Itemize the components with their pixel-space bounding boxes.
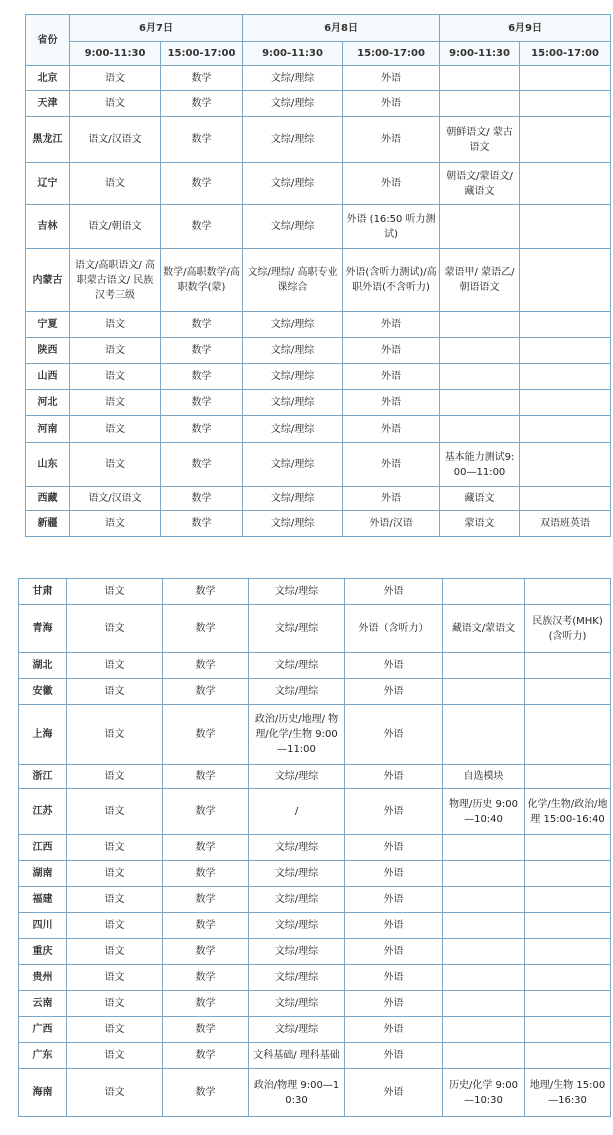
subject-cell: 数学 xyxy=(161,487,243,511)
subject-cell xyxy=(443,965,525,991)
subject-cell xyxy=(525,1043,611,1069)
table-row xyxy=(19,679,611,705)
subject-cell: 文综/理综 xyxy=(243,443,343,487)
subject-cell: 外语 xyxy=(345,765,443,789)
subject-cell: 外语 xyxy=(343,312,440,338)
subject-cell: 外语（含听力） xyxy=(345,605,443,653)
subject-cell: 外语 xyxy=(345,939,443,965)
subject-cell: 文综/理综 xyxy=(243,487,343,511)
subject-cell xyxy=(440,312,520,338)
subject-cell: 数学 xyxy=(161,416,243,443)
subject-cell: 文综/理综 xyxy=(249,861,345,887)
subject-cell xyxy=(443,1017,525,1043)
subject-cell: 外语 xyxy=(345,991,443,1017)
exam-schedule-table-part-1 xyxy=(25,14,611,537)
exam-schedule-table-part-2 xyxy=(18,578,611,1117)
subject-cell: 数学 xyxy=(163,605,249,653)
subject-cell: 外语 xyxy=(343,443,440,487)
province-cell: 湖北 xyxy=(19,653,67,679)
subject-cell xyxy=(440,416,520,443)
subject-cell xyxy=(525,913,611,939)
subject-cell: 外语/汉语 xyxy=(343,511,440,537)
subject-cell xyxy=(443,1043,525,1069)
subject-cell: 外语 (16:50 听力测试) xyxy=(343,205,440,249)
subject-cell xyxy=(520,66,611,91)
subject-cell xyxy=(525,835,611,861)
time-header: 9:00-11:30 xyxy=(70,42,161,66)
subject-cell xyxy=(525,679,611,705)
subject-cell: 数学 xyxy=(161,364,243,390)
province-cell: 新疆 xyxy=(26,511,70,537)
time-header: 15:00-17:00 xyxy=(161,42,243,66)
subject-cell: 数学 xyxy=(161,390,243,416)
province-cell: 四川 xyxy=(19,913,67,939)
subject-cell: 语文 xyxy=(70,443,161,487)
province-cell: 甘肃 xyxy=(19,579,67,605)
subject-cell: 朝语文/蒙语文/藏语文 xyxy=(440,163,520,205)
subject-cell xyxy=(525,579,611,605)
subject-cell: 外语 xyxy=(343,416,440,443)
subject-cell: 数学 xyxy=(161,117,243,163)
province-cell: 重庆 xyxy=(19,939,67,965)
province-cell: 青海 xyxy=(19,605,67,653)
table-row xyxy=(19,991,611,1017)
subject-cell: 语文 xyxy=(67,1069,163,1117)
table-row xyxy=(26,117,611,163)
subject-cell: 蒙语文 xyxy=(440,511,520,537)
subject-cell xyxy=(443,835,525,861)
subject-cell: 语文 xyxy=(67,835,163,861)
subject-cell xyxy=(440,66,520,91)
subject-cell xyxy=(443,705,525,765)
table-row xyxy=(26,66,611,91)
subject-cell: 数学 xyxy=(161,443,243,487)
subject-cell: 政治/物理 9:00—10:30 xyxy=(249,1069,345,1117)
province-cell: 河南 xyxy=(26,416,70,443)
subject-cell: 数学 xyxy=(161,312,243,338)
time-header: 9:00-11:30 xyxy=(440,42,520,66)
subject-cell: 文综/理综 xyxy=(243,117,343,163)
province-cell: 福建 xyxy=(19,887,67,913)
subject-cell: 外语 xyxy=(345,913,443,939)
day-header: 6月7日 xyxy=(70,15,243,42)
subject-cell: 文综/理综 xyxy=(249,913,345,939)
province-cell: 云南 xyxy=(19,991,67,1017)
table-row xyxy=(26,390,611,416)
province-cell: 浙江 xyxy=(19,765,67,789)
subject-cell xyxy=(520,487,611,511)
subject-cell: 语文 xyxy=(70,312,161,338)
subject-cell: 外语 xyxy=(343,390,440,416)
subject-cell: 语文 xyxy=(67,991,163,1017)
subject-cell: 化学/生物/政治/地理 15:00-16:40 xyxy=(525,789,611,835)
province-cell: 吉林 xyxy=(26,205,70,249)
subject-cell: 文综/理综/ 高职专业课综合 xyxy=(243,249,343,312)
subject-cell: 语文/汉语文 xyxy=(70,117,161,163)
time-header: 15:00-17:00 xyxy=(343,42,440,66)
province-header: 省份 xyxy=(26,15,70,66)
subject-cell: 数学 xyxy=(161,66,243,91)
subject-cell: 文综/理综 xyxy=(243,163,343,205)
table-row xyxy=(19,1069,611,1117)
province-cell: 北京 xyxy=(26,66,70,91)
subject-cell: 文科基础/ 理科基础 xyxy=(249,1043,345,1069)
subject-cell xyxy=(525,653,611,679)
subject-cell: 数学 xyxy=(161,163,243,205)
subject-cell: 外语 xyxy=(345,835,443,861)
subject-cell xyxy=(440,390,520,416)
subject-cell: 外语 xyxy=(343,117,440,163)
subject-cell xyxy=(520,117,611,163)
subject-cell: 数学 xyxy=(161,338,243,364)
subject-cell xyxy=(520,416,611,443)
province-cell: 上海 xyxy=(19,705,67,765)
subject-cell: 语文 xyxy=(67,789,163,835)
subject-cell: 外语 xyxy=(345,579,443,605)
table-row xyxy=(19,939,611,965)
subject-cell xyxy=(520,443,611,487)
table-row xyxy=(26,338,611,364)
subject-cell xyxy=(443,679,525,705)
subject-cell: 外语 xyxy=(343,487,440,511)
subject-cell: 外语 xyxy=(345,1043,443,1069)
subject-cell xyxy=(525,765,611,789)
subject-cell: 文综/理综 xyxy=(249,887,345,913)
subject-cell: 民族汉考(MHK)(含听力) xyxy=(525,605,611,653)
table-row xyxy=(26,205,611,249)
table-row xyxy=(19,965,611,991)
table-row xyxy=(19,765,611,789)
subject-cell: 文综/理综 xyxy=(249,653,345,679)
subject-cell: 语文 xyxy=(70,390,161,416)
subject-cell: 语文 xyxy=(70,416,161,443)
subject-cell: 数学 xyxy=(163,1069,249,1117)
subject-cell: 数学 xyxy=(163,965,249,991)
subject-cell: 外语 xyxy=(343,338,440,364)
table-row xyxy=(26,511,611,537)
subject-cell: 政治/历史/地理/ 物理/化学/生物 9:00—11:00 xyxy=(249,705,345,765)
subject-cell: 语文 xyxy=(70,364,161,390)
province-cell: 海南 xyxy=(19,1069,67,1117)
subject-cell xyxy=(443,991,525,1017)
table-row xyxy=(19,835,611,861)
subject-cell: 文综/理综 xyxy=(249,605,345,653)
subject-cell: 数学 xyxy=(163,679,249,705)
subject-cell: 语文 xyxy=(67,679,163,705)
subject-cell xyxy=(443,653,525,679)
table-row xyxy=(19,887,611,913)
subject-cell: 外语 xyxy=(343,163,440,205)
subject-cell: 数学 xyxy=(163,1043,249,1069)
subject-cell xyxy=(520,163,611,205)
province-cell: 广东 xyxy=(19,1043,67,1069)
subject-cell: 文综/理综 xyxy=(243,338,343,364)
subject-cell: 外语 xyxy=(345,1017,443,1043)
table-row xyxy=(26,487,611,511)
subject-cell: 语文/高职语文/ 高职蒙古语文/ 民族汉考三级 xyxy=(70,249,161,312)
subject-cell: 外语 xyxy=(345,965,443,991)
subject-cell xyxy=(520,312,611,338)
subject-cell: 数学 xyxy=(163,835,249,861)
province-cell: 西藏 xyxy=(26,487,70,511)
subject-cell xyxy=(520,91,611,117)
subject-cell: 外语 xyxy=(345,705,443,765)
province-cell: 湖南 xyxy=(19,861,67,887)
subject-cell: 文综/理综 xyxy=(243,312,343,338)
day-header: 6月8日 xyxy=(243,15,440,42)
subject-cell: 数学 xyxy=(163,887,249,913)
subject-cell: 语文/朝语文 xyxy=(70,205,161,249)
day-header: 6月9日 xyxy=(440,15,611,42)
subject-cell: 外语 xyxy=(345,789,443,835)
subject-cell: 数学 xyxy=(161,91,243,117)
subject-cell: 语文 xyxy=(67,579,163,605)
time-header: 15:00-17:00 xyxy=(520,42,611,66)
subject-cell: 数学 xyxy=(163,861,249,887)
province-cell: 贵州 xyxy=(19,965,67,991)
subject-cell xyxy=(525,861,611,887)
subject-cell: 外语 xyxy=(345,1069,443,1117)
subject-cell: 数学 xyxy=(163,789,249,835)
province-cell: 宁夏 xyxy=(26,312,70,338)
subject-cell xyxy=(525,705,611,765)
subject-cell: 物理/历史 9:00—10:40 xyxy=(443,789,525,835)
subject-cell: 文综/理综 xyxy=(249,1017,345,1043)
subject-cell xyxy=(443,913,525,939)
subject-cell: 文综/理综 xyxy=(249,939,345,965)
subject-cell: 数学 xyxy=(161,205,243,249)
table-row xyxy=(26,416,611,443)
subject-cell: 外语 xyxy=(345,887,443,913)
subject-cell: 语文 xyxy=(67,861,163,887)
table-row xyxy=(26,443,611,487)
table-row xyxy=(19,1017,611,1043)
subject-cell: 文综/理综 xyxy=(243,364,343,390)
subject-cell: 语文 xyxy=(67,653,163,679)
subject-cell: 历史/化学 9:00—10:30 xyxy=(443,1069,525,1117)
subject-cell: 文综/理综 xyxy=(243,416,343,443)
subject-cell: 数学 xyxy=(163,913,249,939)
subject-cell xyxy=(525,991,611,1017)
table-row xyxy=(19,913,611,939)
province-cell: 陕西 xyxy=(26,338,70,364)
subject-cell: 语文 xyxy=(70,91,161,117)
subject-cell xyxy=(525,965,611,991)
subject-cell xyxy=(443,861,525,887)
subject-cell xyxy=(525,1017,611,1043)
table-row xyxy=(26,312,611,338)
subject-cell xyxy=(440,91,520,117)
table-row xyxy=(26,364,611,390)
subject-cell: 数学/高职数学/高职数学(蒙) xyxy=(161,249,243,312)
province-cell: 山西 xyxy=(26,364,70,390)
subject-cell xyxy=(440,205,520,249)
subject-cell xyxy=(520,390,611,416)
subject-cell: 语文 xyxy=(67,765,163,789)
subject-cell: 数学 xyxy=(163,705,249,765)
subject-cell: 藏语文/蒙语文 xyxy=(443,605,525,653)
time-header: 9:00-11:30 xyxy=(243,42,343,66)
subject-cell: 文综/理综 xyxy=(243,91,343,117)
province-cell: 江西 xyxy=(19,835,67,861)
subject-cell xyxy=(525,887,611,913)
subject-cell: 外语 xyxy=(343,66,440,91)
province-cell: 辽宁 xyxy=(26,163,70,205)
subject-cell: 外语 xyxy=(343,364,440,390)
subject-cell: 语文 xyxy=(67,913,163,939)
province-cell: 广西 xyxy=(19,1017,67,1043)
table-row xyxy=(19,653,611,679)
subject-cell: 外语 xyxy=(345,653,443,679)
province-cell: 河北 xyxy=(26,390,70,416)
subject-cell xyxy=(520,249,611,312)
subject-cell: 文综/理综 xyxy=(249,965,345,991)
subject-cell: 文综/理综 xyxy=(243,390,343,416)
subject-cell xyxy=(440,338,520,364)
subject-cell: 语文 xyxy=(67,887,163,913)
subject-cell: 文综/理综 xyxy=(249,765,345,789)
subject-cell: 语文 xyxy=(70,163,161,205)
province-cell: 安徽 xyxy=(19,679,67,705)
subject-cell: 语文 xyxy=(70,66,161,91)
table-row xyxy=(19,789,611,835)
subject-cell: 文综/理综 xyxy=(243,511,343,537)
subject-cell: 文综/理综 xyxy=(243,205,343,249)
subject-cell: 文综/理综 xyxy=(249,835,345,861)
subject-cell: / xyxy=(249,789,345,835)
subject-cell: 数学 xyxy=(163,579,249,605)
subject-cell: 语文/汉语文 xyxy=(70,487,161,511)
subject-cell: 数学 xyxy=(163,1017,249,1043)
subject-cell: 语文 xyxy=(67,605,163,653)
subject-cell: 外语 xyxy=(345,679,443,705)
subject-cell: 语文 xyxy=(67,1017,163,1043)
province-cell: 内蒙古 xyxy=(26,249,70,312)
subject-cell: 双语班英语 xyxy=(520,511,611,537)
subject-cell: 外语 xyxy=(343,91,440,117)
table-row xyxy=(19,861,611,887)
subject-cell: 文综/理综 xyxy=(249,991,345,1017)
subject-cell: 语文 xyxy=(67,705,163,765)
subject-cell: 文综/理综 xyxy=(243,66,343,91)
subject-cell xyxy=(443,579,525,605)
subject-cell: 基本能力测试9:00—11:00 xyxy=(440,443,520,487)
subject-cell: 地理/生物 15:00—16:30 xyxy=(525,1069,611,1117)
table-row xyxy=(19,579,611,605)
subject-cell: 语文 xyxy=(70,511,161,537)
subject-cell: 数学 xyxy=(163,765,249,789)
subject-cell: 数学 xyxy=(163,653,249,679)
subject-cell xyxy=(443,887,525,913)
subject-cell: 文综/理综 xyxy=(249,679,345,705)
subject-cell: 朝鲜语文/ 蒙古语文 xyxy=(440,117,520,163)
subject-cell xyxy=(440,364,520,390)
subject-cell: 语文 xyxy=(67,1043,163,1069)
subject-cell: 语文 xyxy=(70,338,161,364)
subject-cell: 语文 xyxy=(67,965,163,991)
subject-cell xyxy=(520,205,611,249)
table-row xyxy=(26,249,611,312)
province-cell: 天津 xyxy=(26,91,70,117)
subject-cell xyxy=(525,939,611,965)
subject-cell: 语文 xyxy=(67,939,163,965)
subject-cell: 文综/理综 xyxy=(249,579,345,605)
subject-cell xyxy=(520,364,611,390)
table-row xyxy=(19,605,611,653)
province-cell: 江苏 xyxy=(19,789,67,835)
subject-cell: 数学 xyxy=(161,511,243,537)
table-row xyxy=(26,163,611,205)
subject-cell: 外语 xyxy=(345,861,443,887)
subject-cell: 藏语文 xyxy=(440,487,520,511)
subject-cell xyxy=(443,939,525,965)
subject-cell: 自选模块 xyxy=(443,765,525,789)
subject-cell: 蒙语甲/ 蒙语乙/朝语语文 xyxy=(440,249,520,312)
table-row xyxy=(26,91,611,117)
subject-cell: 外语(含听力测试)/高职外语(不含听力) xyxy=(343,249,440,312)
table-row xyxy=(19,1043,611,1069)
subject-cell: 数学 xyxy=(163,991,249,1017)
subject-cell xyxy=(520,338,611,364)
province-cell: 黑龙江 xyxy=(26,117,70,163)
province-cell: 山东 xyxy=(26,443,70,487)
subject-cell: 数学 xyxy=(163,939,249,965)
table-row xyxy=(19,705,611,765)
